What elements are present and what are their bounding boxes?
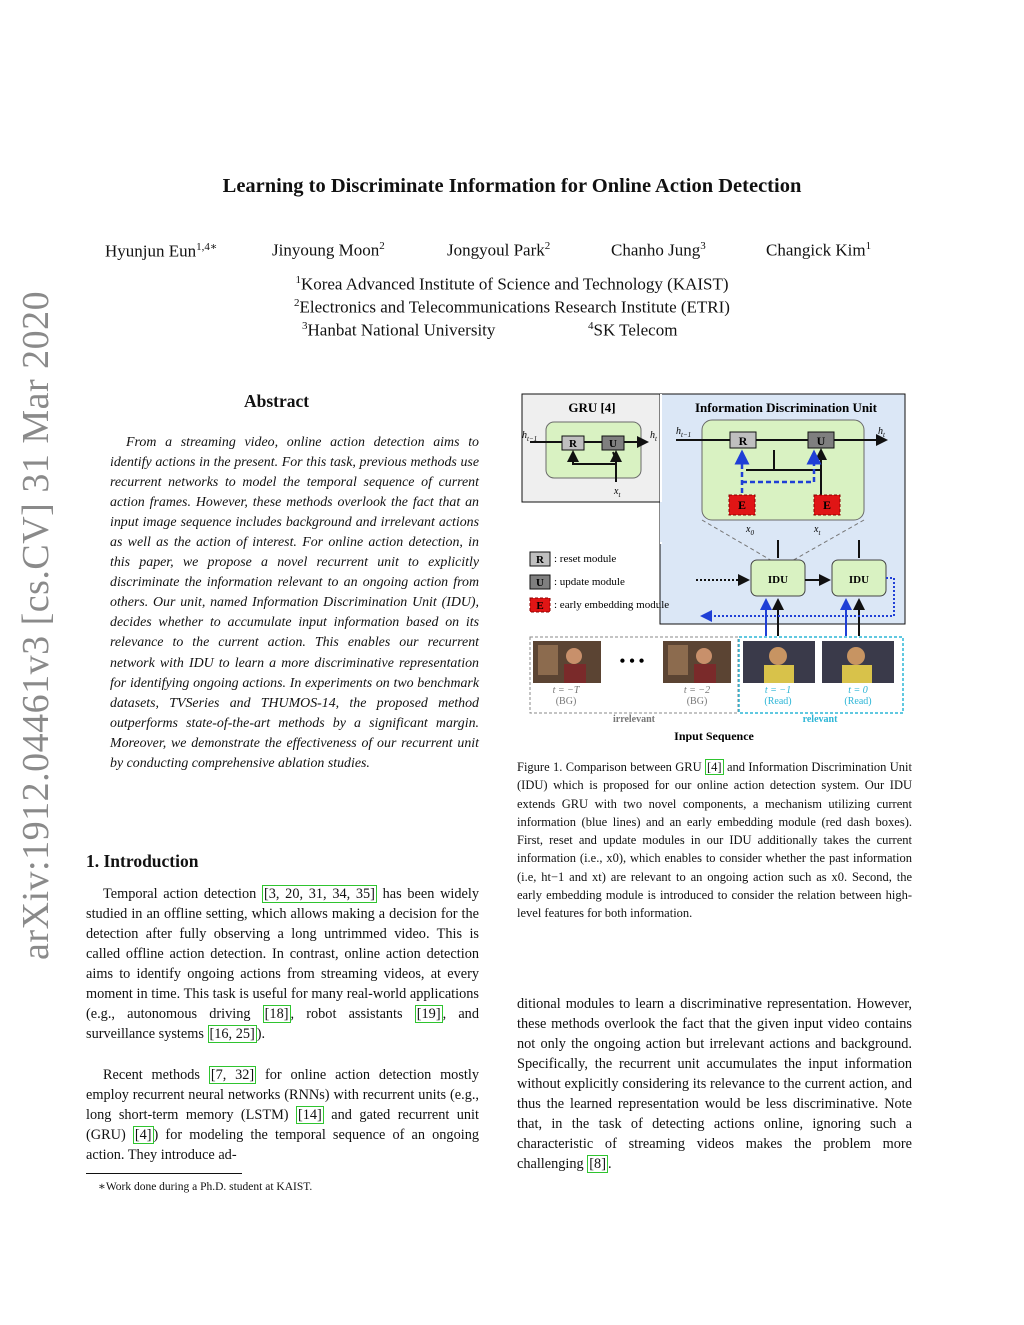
- intro-col2: [517, 994, 912, 1174]
- author-3: Jongyoul Park$^2$: [447, 240, 551, 260]
- citation-link[interactable]: [3, 20, 31, 34, 35]: [264, 886, 375, 902]
- svg-text:ht: $h_t$: [650, 430, 657, 443]
- citation-link[interactable]: [19]: [416, 1006, 441, 1023]
- citation-link[interactable]: [4]: [134, 1127, 152, 1144]
- svg-text:U: U: [536, 577, 544, 589]
- idu-title: Information Discrimination Unit: [695, 400, 877, 415]
- affiliation-3: $^3$Hanbat National University: [302, 320, 496, 340]
- intro-heading: 1. Introduction: [86, 851, 199, 871]
- author-1: Hyunjun Eun$^{1,4∗}$: [105, 241, 218, 261]
- author-4: Chanho Jung$^3$: [611, 240, 706, 260]
- legend-reset: : reset module: [554, 553, 617, 565]
- relevant-label: relevant: [802, 714, 838, 725]
- arxiv-identifier: arXiv:1912.04461v3 [cs.CV] 31 Mar 2020: [15, 290, 57, 960]
- frame-2: [663, 641, 731, 683]
- frame-1-tag: (BG): [555, 696, 577, 707]
- figure-1-caption: Figure 1. Comparison between GRU [4] and Information Discrimination Unit (IDU) which is proposed for our online action detection system. Our IDU extends GRU with two novel components, a mechanism utilizing current information (blue lines) and an early embedding module (red dash boxes). First, reset and update modules in our IDU additionally takes the current information (i.e., x0), which enables to consider whether the past information (i.e, ht−1 and xt) are relevant to an ongoing action such as x0. Second, the early embedding module is introduced to consider the relation between high-level features for both information.: [517, 760, 913, 921]
- footnote: ∗Work done during a Ph.D. student at KAIST.: [98, 1181, 313, 1193]
- frame-3: [743, 641, 815, 683]
- svg-text:xt: $x_t$: [614, 486, 621, 499]
- citation-link[interactable]: [14]: [298, 1107, 322, 1124]
- citation-link[interactable]: [18]: [264, 1006, 289, 1023]
- svg-text:x0: $x_0$: [746, 524, 754, 537]
- intro-paragraph-1: Temporal action detection [3, 20, 31, 34, 35] has been widely studied in an offline setting, which allows making a decision for the detection after fully observing a long untrimmed video. This is called offline action detection. In contrast, online action detection aims to identify ongoing actions from streaming videos, at every moment in time. This task is useful for many real-world applications (e.g., autonomous driving [18] , robot assistants [19] , and surveillance systems [16, 25] ).: [86, 886, 479, 1043]
- affiliation-1: $^1$Korea Advanced Institute of Science and Technology (KAIST): [295, 274, 729, 294]
- intro-col1-p2: [86, 1065, 479, 1165]
- citation-link[interactable]: [8]: [589, 1156, 606, 1173]
- svg-text:U: U: [609, 438, 617, 450]
- svg-text:E: E: [737, 498, 747, 512]
- abstract-body: From a streaming video, online action detection aims to identify actions in the present. For this task, previous methods use recurrent networks to model the temporal sequence of current action frames. However, these methods overlook the fact that an input image sequence includes background and irrelevant actions as well as the action of interest. For online action detection, in this paper, we propose a novel recurrent unit to explicitly discriminate the information relevant to an ongoing action from others. Our unit, named Information Discrimination Unit (IDU), decides whether to accumulate input information based on its relevance to the current action. This enables our recurrent network with IDU to learn a more discriminative representation for identifying ongoing actions. In experiments on two benchmark datasets, TVSeries and THUMOS-14, the proposed method outperforms state-of-the-art methods by a significant margin. Moreover, we demonstrate the effectiveness of our recurrent unit by conducting comprehensive ablation studies.: [110, 435, 479, 771]
- irrelevant-label: irrelevant: [612, 714, 656, 725]
- abstract-heading: Abstract: [244, 391, 310, 411]
- author-2: Jinyoung Moon$^2$: [272, 240, 385, 260]
- svg-text:R: R: [569, 438, 577, 450]
- legend-early-embedding: : early embedding module: [554, 599, 670, 611]
- svg-text:IDU: IDU: [767, 574, 789, 586]
- svg-text:R: R: [738, 434, 748, 448]
- frame-1-time: t = −T: [552, 685, 580, 696]
- affiliation-4: $^4$SK Telecom: [588, 320, 678, 340]
- frame-3-time: t = −1: [764, 685, 792, 696]
- frame-4-time: t = 0: [848, 685, 868, 696]
- frame-4: [822, 641, 894, 683]
- svg-text:U: U: [816, 434, 826, 448]
- frame-1: [533, 641, 601, 683]
- svg-text:ht: $h_t$: [878, 426, 885, 439]
- author-5: Changick Kim$^1$: [766, 240, 872, 260]
- legend-update: : update module: [554, 576, 625, 588]
- intro-paragraph-2: Recent methods [7, 32] for online action detection mostly employ recurrent neural networks (RNNs) with recurrent units (e.g., long short-term memory (LSTM) [14] and gated recurrent unit (GRU) [4] ) for modeling the temporal sequence of an ongoing action. They introduce ad-: [86, 1067, 479, 1164]
- citation-link[interactable]: [4]: [707, 760, 722, 774]
- svg-text:xt: $x_t$: [814, 524, 821, 537]
- figure-1-diagram: [516, 390, 908, 742]
- paper-title: Learning to Discriminate Information for Online Action Detection: [222, 175, 802, 197]
- citation-link[interactable]: [7, 32]: [210, 1067, 255, 1083]
- gru-title: GRU [4]: [568, 400, 616, 415]
- frame-2-tag: (BG): [686, 696, 708, 707]
- svg-text:IDU: IDU: [848, 574, 870, 586]
- frame-4-tag: (Read): [844, 696, 872, 707]
- input-sequence-label: Input Sequence: [674, 729, 754, 742]
- frame-2-time: t = −2: [683, 685, 711, 696]
- svg-text:ht−1: $h_{t-1}$: [676, 426, 692, 439]
- svg-text:E: E: [822, 498, 832, 512]
- intro-paragraph-2-cont: ditional modules to learn a discriminative representation. However, these methods overlook the fact that the given input video contains not only the ongoing action but irrelevant actions and background. Specifically, the recurrent unit accumulates the input information without explicitly considering its relevance to the current action, and thus the learned representation would be less discriminative. Note that, in the task of detecting actions online, ignoring such a characteristic of streaming videos makes the problem more challenging [8] .: [517, 996, 912, 1173]
- footnote-rule: [86, 1173, 242, 1174]
- frame-3-tag: (Read): [764, 696, 792, 707]
- citation-link[interactable]: [16, 25]: [209, 1026, 255, 1043]
- frames-ellipsis: • • •: [619, 653, 645, 670]
- gru-cell: [546, 422, 641, 478]
- svg-text:ht−1: $h_{t-1}$: [522, 430, 538, 443]
- svg-text:R: R: [536, 554, 544, 566]
- intro-col1: [86, 884, 479, 1044]
- affiliation-2: $^2$Electronics and Telecommunications Research Institute (ETRI): [294, 297, 730, 317]
- svg-text:E: E: [536, 600, 544, 612]
